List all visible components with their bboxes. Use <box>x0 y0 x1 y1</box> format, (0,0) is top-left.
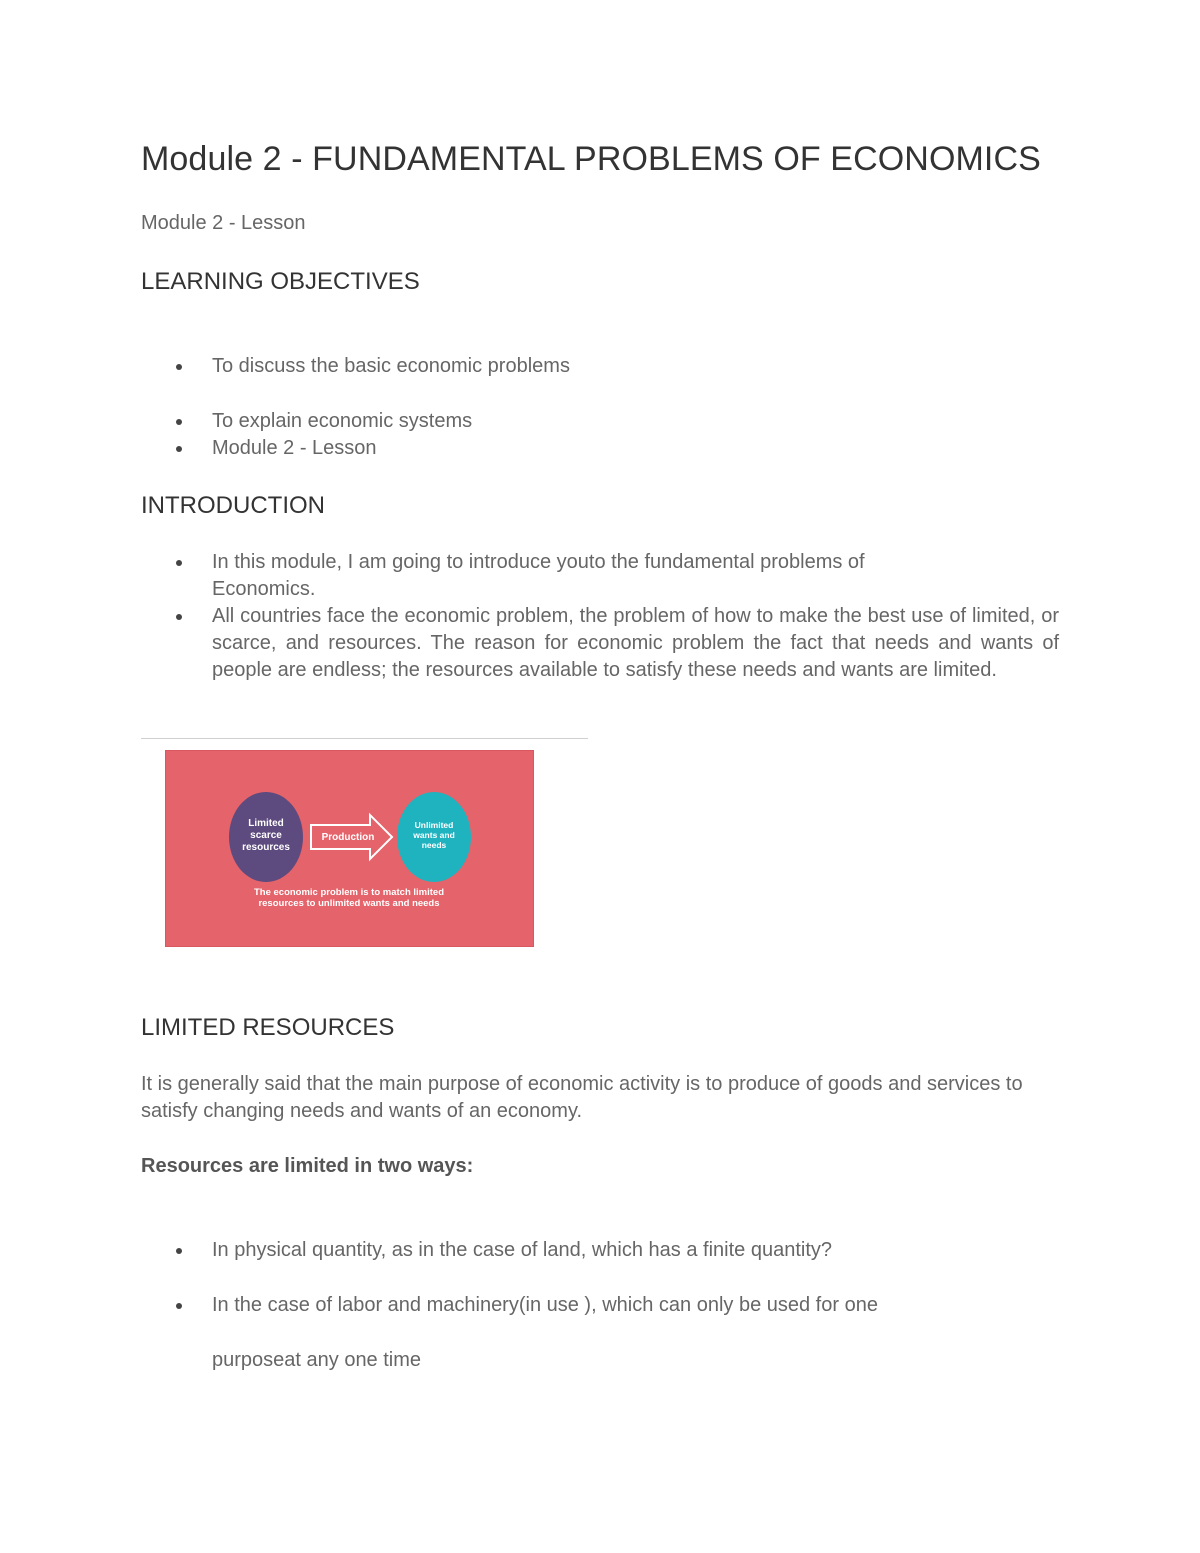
document-subtitle: Module 2 - Lesson <box>141 212 306 234</box>
figure-caption: The economic problem is to match limited <box>253 887 445 898</box>
left-circle-label: Limited <box>248 818 284 829</box>
resources-limited-label: Resources are limited in two ways: <box>141 1155 474 1177</box>
learning-objectives-heading: LEARNING OBJECTIVES <box>141 268 420 295</box>
list-item-continuation: purposeat any one time <box>212 1349 422 1371</box>
left-circle-label: scarce <box>250 830 282 841</box>
figure-caption: resources to unlimited wants and needs <box>258 898 440 909</box>
right-circle-label: needs <box>421 840 447 850</box>
list-item: To explain economic systems <box>141 408 1059 435</box>
list-item: To discuss the basic economic problems <box>141 353 1059 380</box>
left-circle-label: resources <box>242 842 290 853</box>
arrow-label: Production <box>321 832 375 843</box>
right-circle-label: wants and <box>413 830 455 840</box>
introduction-list <box>141 549 1059 684</box>
list-item: In this module, I am going to introduce youto the fundamental problems of Economics. <box>141 549 1059 603</box>
list-item: In the case of labor and machinery(in use ), which can only be used for one <box>141 1292 1059 1319</box>
limited-resources-list <box>141 1237 1059 1319</box>
document-title: Module 2 - FUNDAMENTAL PROBLEMS OF ECONOMICS <box>141 140 1041 178</box>
list-item: Module 2 - Lesson <box>141 435 1059 462</box>
divider <box>141 738 588 739</box>
list-item: In physical quantity, as in the case of land, which has a finite quantity? <box>141 1237 1059 1264</box>
learning-objectives-list <box>141 353 1059 462</box>
list-item: All countries face the economic problem, the problem of how to make the best use of limited, or scarce, and resources. The reason for economic problem the fact that needs and wants of people are endless; the resources available to satisfy these needs and wants are limited. <box>141 603 1059 684</box>
economic-problem-figure <box>165 750 534 947</box>
economic-problem-diagram <box>166 751 533 946</box>
limited-resources-paragraph: It is generally said that the main purpose of economic activity is to produce of goods and services to satisfy changing needs and wants of an economy. <box>141 1073 1023 1122</box>
limited-resources-heading: LIMITED RESOURCES <box>141 1014 395 1041</box>
introduction-heading: INTRODUCTION <box>141 492 325 519</box>
right-circle-label: Unlimited <box>414 820 454 830</box>
